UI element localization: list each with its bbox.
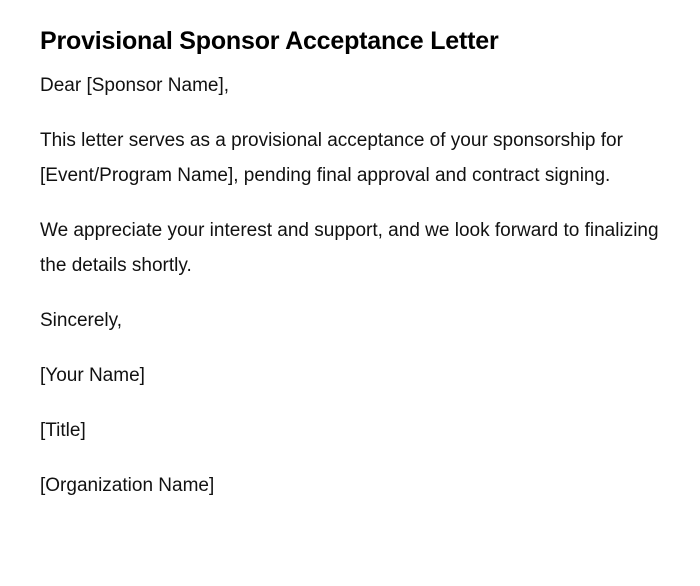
signer-name: [Your Name] <box>40 365 145 386</box>
signer-title: [Title] <box>40 420 86 441</box>
letter-title: Provisional Sponsor Acceptance Letter <box>40 27 499 55</box>
body-paragraph-2: We appreciate your interest and support, and we look forward to finalizing the details shortly. <box>40 220 659 276</box>
organization-name: [Organization Name] <box>40 475 215 496</box>
closing: Sincerely, <box>40 310 123 331</box>
salutation: Dear [Sponsor Name], <box>40 75 230 96</box>
body-paragraph-1: This letter serves as a provisional acceptance of your sponsorship for [Event/Program Name], pending final approval and contract signing. <box>40 130 623 186</box>
